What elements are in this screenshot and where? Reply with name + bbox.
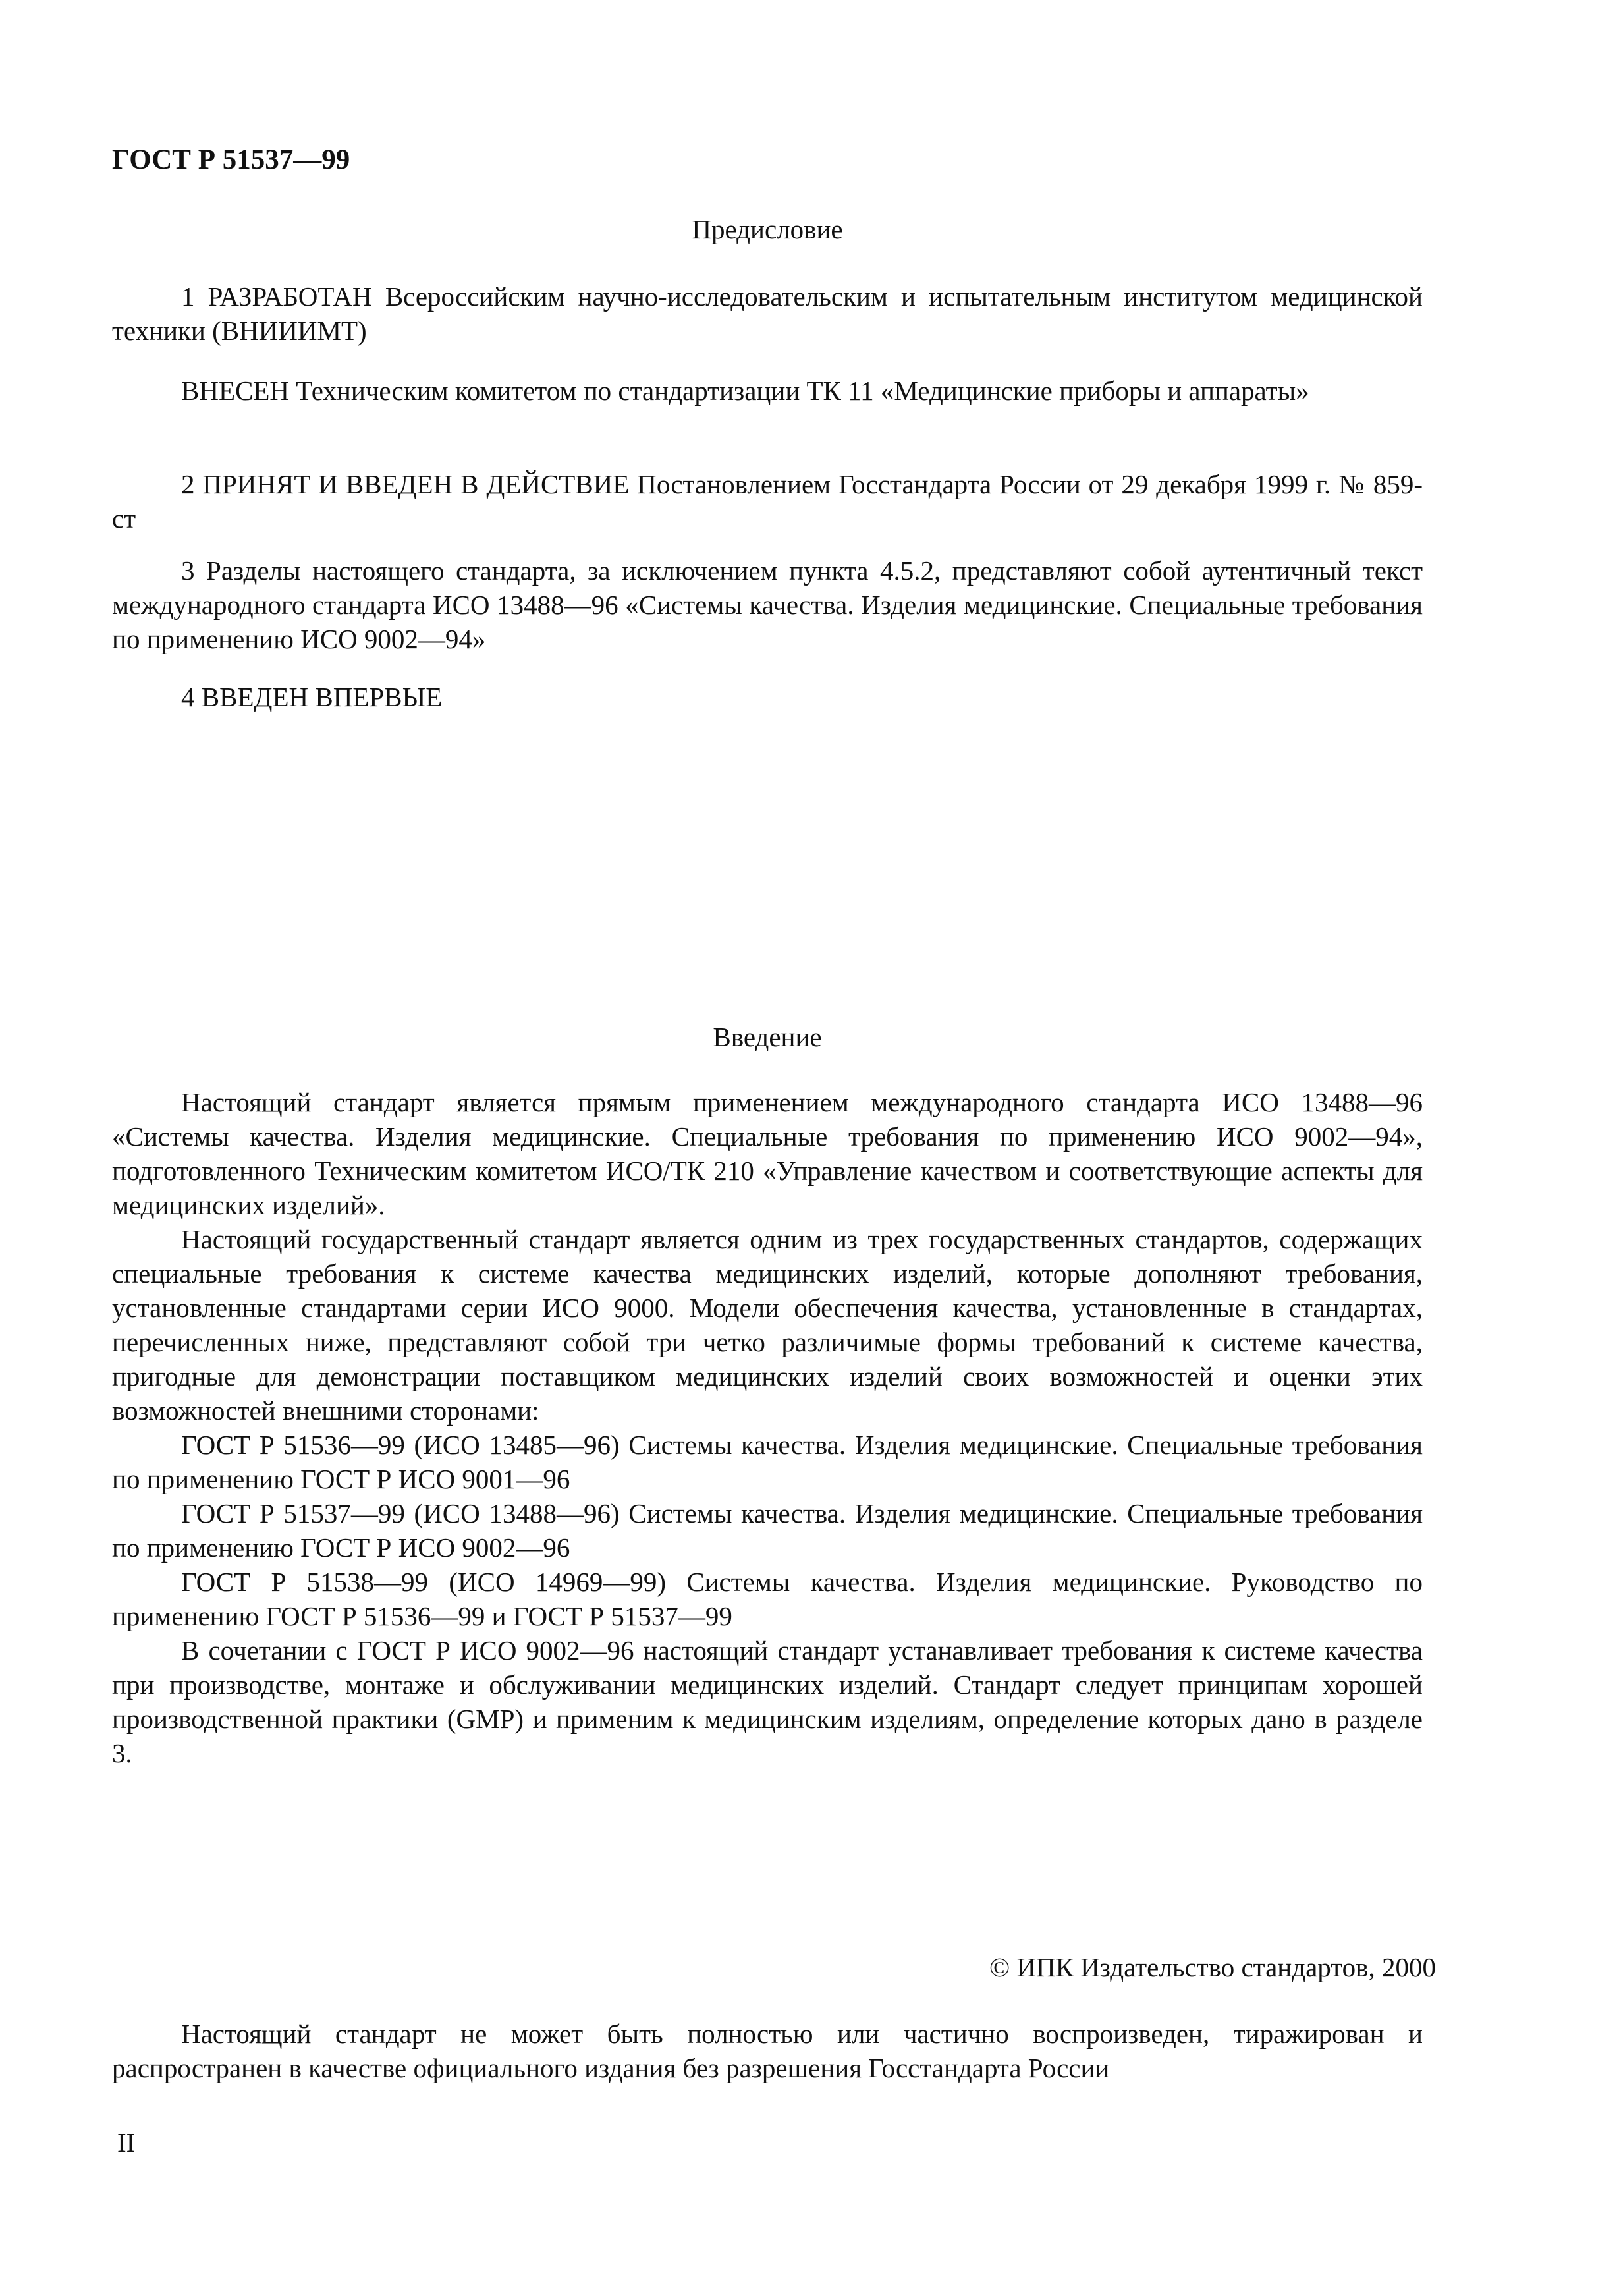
reproduction-notice: Настоящий стандарт не может быть полностью или частично воспроизведен, тиражирован и распространен в качестве официального издания без разрешения Госстандарта России [112, 2019, 1423, 2083]
standard-reference-51538: ГОСТ Р 51538—99 (ИСО 14969—99) Системы качества. Изделия медицинские. Руководство по применению ГОСТ Р 51536—99 и ГОСТ Р 51537—99 [112, 1567, 1423, 1631]
document-code-header: ГОСТ Р 51537—99 [112, 144, 350, 175]
foreword-item-adopted: 2 ПРИНЯТ И ВВЕДЕН В ДЕЙСТВИЕ Постановлением Госстандарта России от 29 декабря 1999 г. № 859-ст [112, 469, 1423, 534]
page-number: II [117, 2127, 136, 2158]
foreword-item-developed: 1 РАЗРАБОТАН Всероссийским научно-исследовательским и испытательным институтом медицинской техники (ВНИИИМТ) [112, 281, 1423, 346]
introduction-body [112, 1085, 1423, 1770]
introduction-paragraph: В сочетании с ГОСТ Р ИСО 9002—96 настоящий стандарт устанавливает требования к системе качества при производстве, монтаже и обслуживании медицинских изделий. Стандарт следует принципам хорошей производственной практики (GMP) и применим к медицинским изделиям, определение которых дано в разделе 3. [112, 1635, 1423, 1768]
copyright-line: © ИПК Издательство стандартов, 2000 [989, 1952, 1436, 1982]
foreword-item-first-introduced: 4 ВВЕДЕН ВПЕРВЫЕ [181, 682, 443, 712]
standard-reference-51536: ГОСТ Р 51536—99 (ИСО 13485—96) Системы качества. Изделия медицинские. Специальные требования по применению ГОСТ Р ИСО 9001—96 [112, 1430, 1423, 1494]
introduction-title: Введение [713, 1022, 822, 1052]
foreword-item-sections: 3 Разделы настоящего стандарта, за исключением пункта 4.5.2, представляют собой аутентичный текст международного стандарта ИСО 13488—96 «Системы качества. Изделия медицинские. Специальные требования по применению ИСО 9002—94» [112, 555, 1423, 654]
introduction-paragraph: Настоящий государственный стандарт является одним из трех государственных стандартов, содержащих специальные требования к системе качества медицинских изделий, которые дополняют требования, установленные стандартами серии ИСО 9000. Модели обеспечения качества, установленные в стандартах, перечисленных ниже, представляют собой три четко различимые формы требований к системе качества, пригодные для демонстрации поставщиком медицинских изделий своих возможностей и оценки этих возможностей внешними сторонами: [112, 1224, 1423, 1426]
standard-reference-51537: ГОСТ Р 51537—99 (ИСО 13488—96) Системы качества. Изделия медицинские. Специальные требования по применению ГОСТ Р ИСО 9002—96 [112, 1498, 1423, 1563]
introduction-paragraph: Настоящий стандарт является прямым применением международного стандарта ИСО 13488—96 «Системы качества. Изделия медицинские. Специальные требования по применению ИСО 9002—94», подготовленного Техническим комитетом ИСО/ТК 210 «Управление качеством и соответствующие аспекты для медицинских изделий». [112, 1087, 1423, 1220]
foreword-item-submitted: ВНЕСЕН Техническим комитетом по стандартизации ТК 11 «Медицинские приборы и аппараты» [181, 376, 1309, 406]
foreword-title: Предисловие [692, 214, 843, 244]
